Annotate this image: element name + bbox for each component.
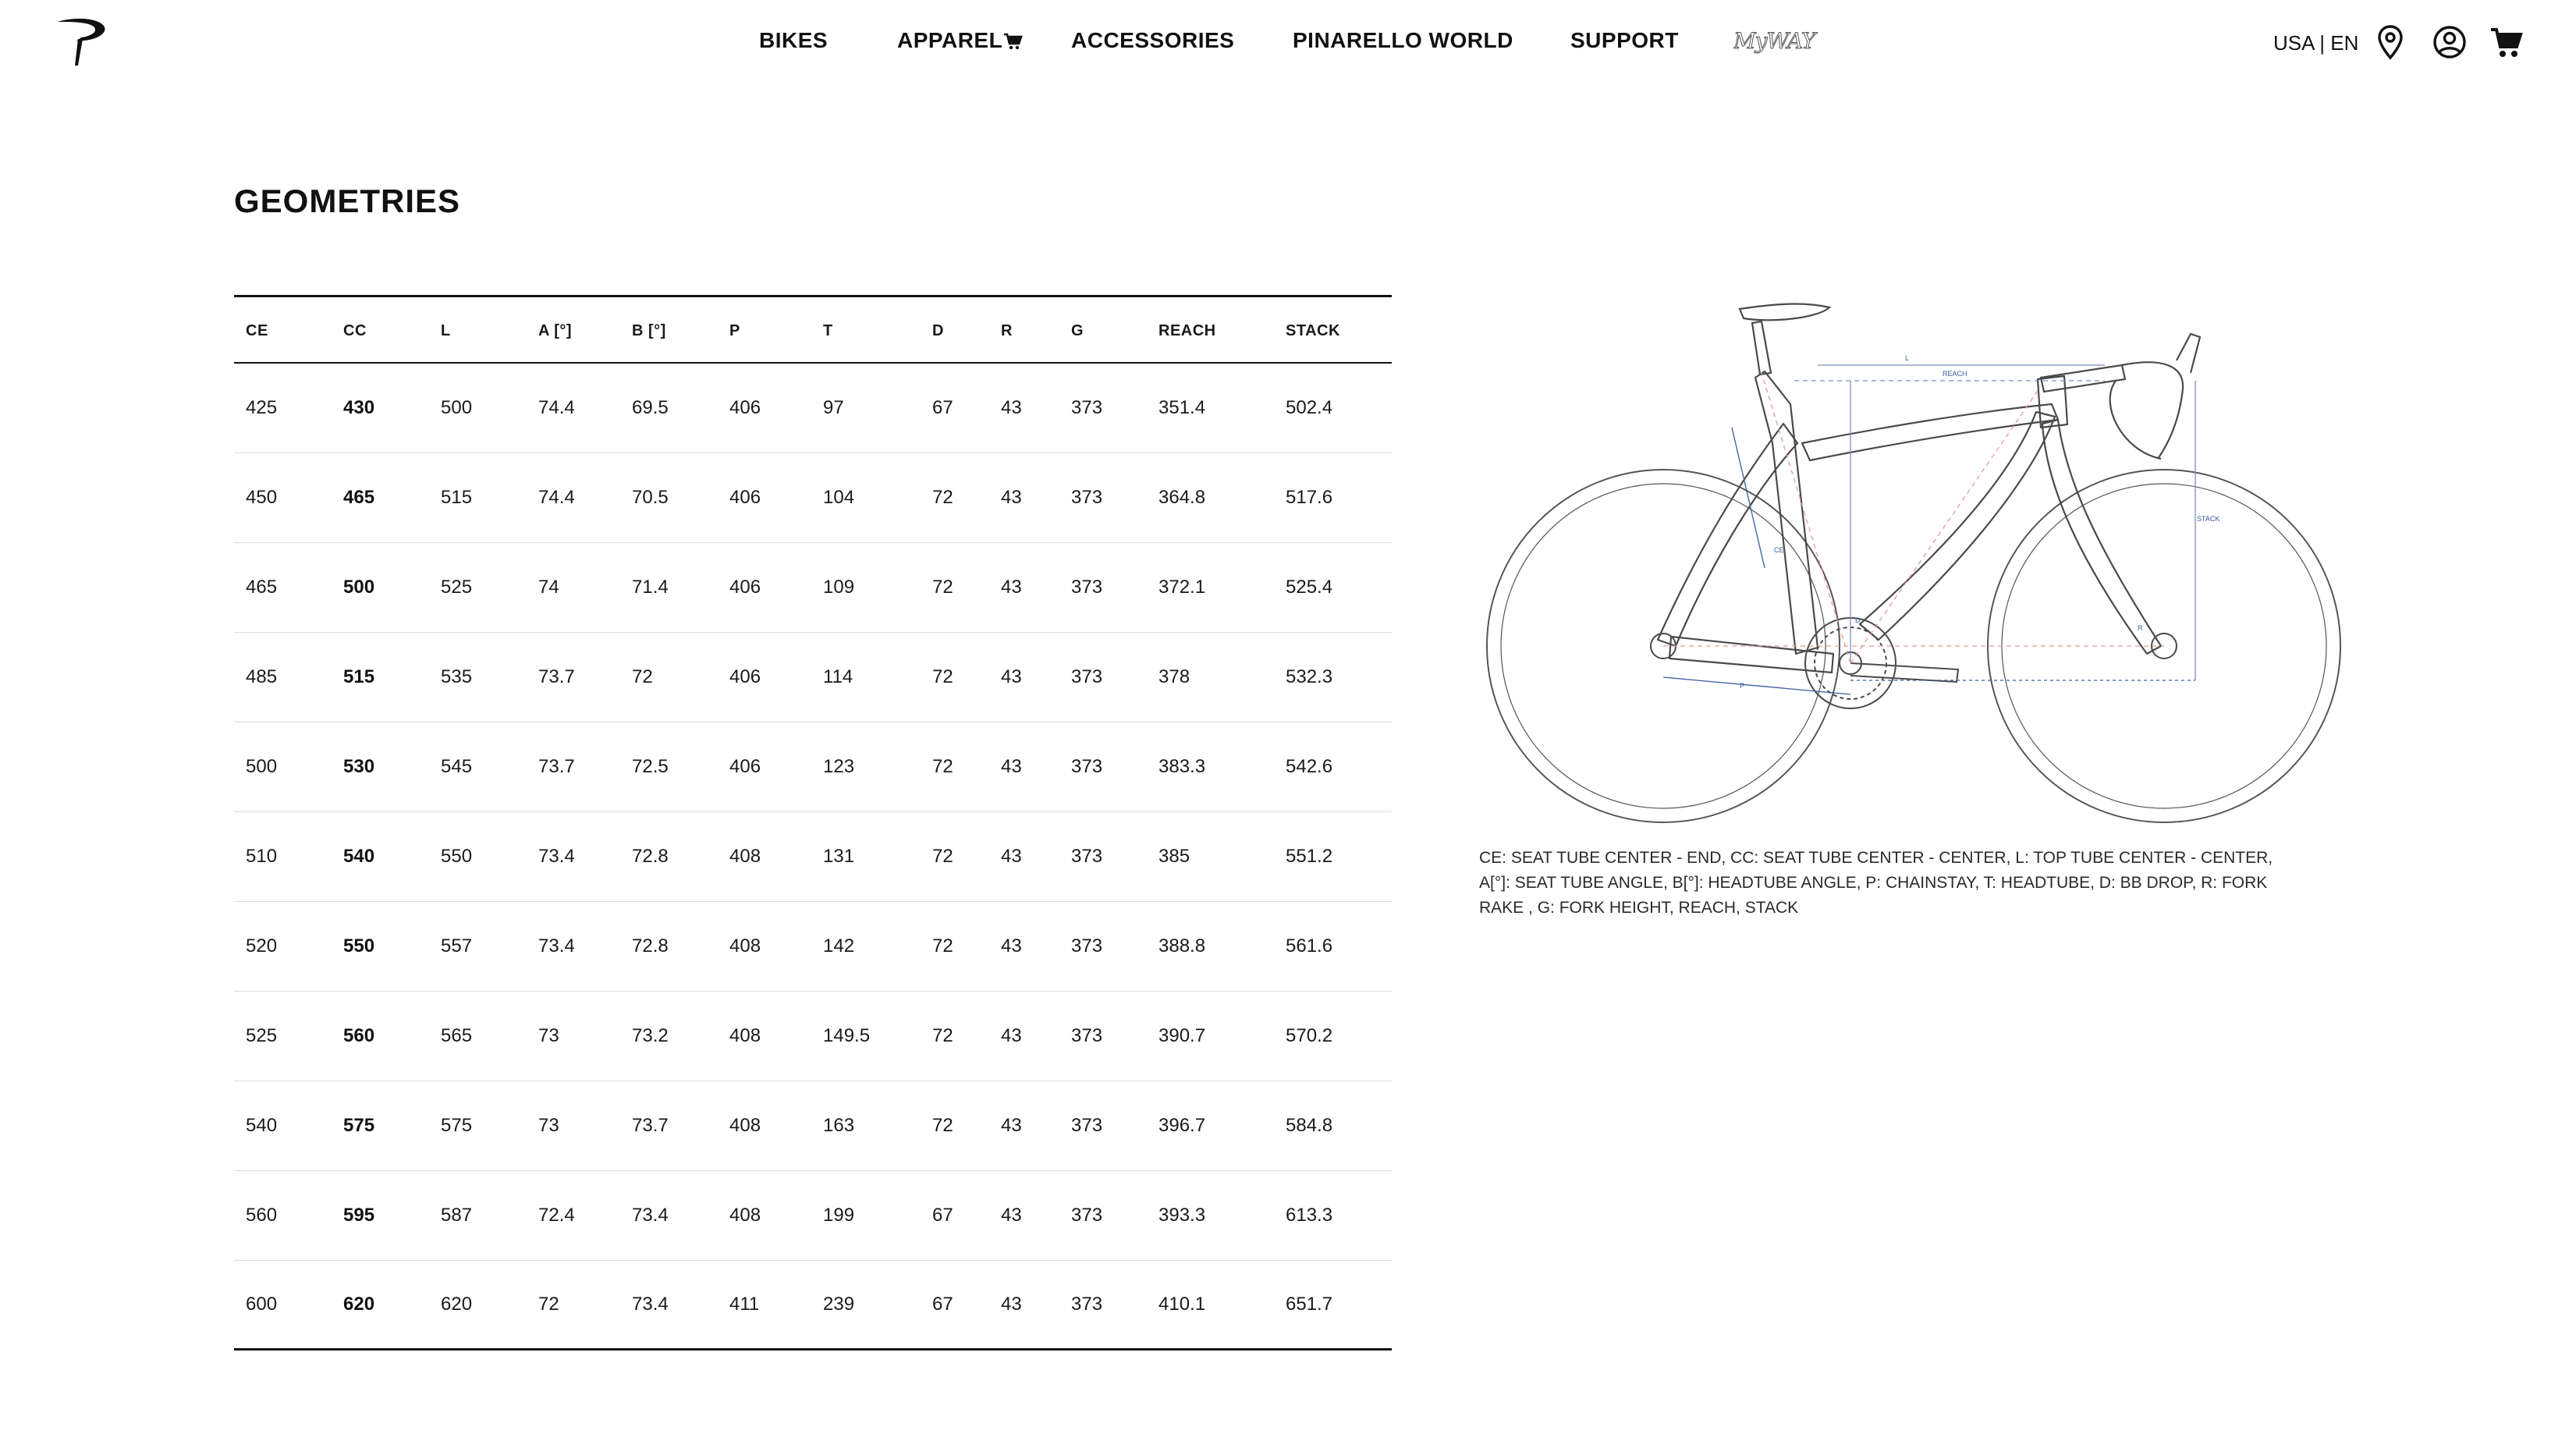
cell-reach: 372.1 <box>1158 577 1206 598</box>
label-chainstay: P <box>1740 682 1745 690</box>
cell-b: 73.2 <box>632 1025 669 1046</box>
cell-l: 620 <box>441 1294 473 1315</box>
col-header-cc: CC <box>343 322 367 339</box>
cell-p: 408 <box>729 1205 761 1226</box>
cell-p: 408 <box>729 1115 761 1136</box>
col-header-p: P <box>729 322 740 339</box>
cell-t: 123 <box>823 756 855 777</box>
cell-stack: 584.8 <box>1286 1115 1333 1136</box>
cell-ce: 510 <box>246 846 278 867</box>
cell-p: 406 <box>729 756 761 777</box>
cell-r: 43 <box>1001 577 1022 598</box>
cell-reach: 378 <box>1158 666 1190 687</box>
table-row <box>234 1081 1392 1171</box>
geometry-legend: CE: SEAT TUBE CENTER - END, CC: SEAT TUBE CENTER - CENTER, L: TOP TUBE CENTER - CENTER, A[°]: SEAT TUBE ANGLE, B[°]: HEADTUBE ANGLE, P: CHAINSTAY, T: HEADTUBE, D: BB DROP, R: FORK RAKE , G: FORK HEIGHT, REACH, STACK <box>1479 849 2273 917</box>
cell-g: 373 <box>1071 487 1103 508</box>
cell-a: 74.4 <box>538 397 575 418</box>
nav-pinarello-world[interactable]: PINARELLO WORLD <box>1293 28 1513 52</box>
cell-r: 43 <box>1001 1025 1022 1046</box>
table-row <box>234 992 1392 1081</box>
pinarello-logo-icon[interactable] <box>55 16 111 67</box>
cell-t: 142 <box>823 935 855 957</box>
cell-r: 43 <box>1001 756 1022 777</box>
cell-a: 74.4 <box>538 487 575 508</box>
cell-cc: 575 <box>343 1115 375 1136</box>
user-account-icon[interactable] <box>2431 23 2468 61</box>
cell-stack: 551.2 <box>1286 846 1333 867</box>
cell-g: 373 <box>1071 1115 1103 1136</box>
cell-d: 72 <box>932 1025 953 1046</box>
cell-l: 565 <box>441 1025 473 1046</box>
table-row <box>234 902 1392 992</box>
cell-reach: 388.8 <box>1158 935 1206 957</box>
table-row <box>234 364 1392 453</box>
shopping-cart-icon[interactable] <box>2489 23 2526 61</box>
cell-b: 70.5 <box>632 487 669 508</box>
col-header-b: B [°] <box>632 322 666 339</box>
cell-a: 73.4 <box>538 935 575 957</box>
cell-l: 587 <box>441 1205 473 1226</box>
label-fork-rake: R <box>2138 624 2143 632</box>
cell-reach: 410.1 <box>1158 1294 1206 1315</box>
cell-d: 72 <box>932 666 953 687</box>
page-title: GEOMETRIES <box>234 183 461 219</box>
cell-g: 373 <box>1071 1025 1103 1046</box>
label-reach: REACH <box>1943 370 1967 378</box>
cell-t: 163 <box>823 1115 855 1136</box>
col-header-a: A [°] <box>538 322 573 339</box>
cell-a: 74 <box>538 577 559 598</box>
cell-p: 406 <box>729 577 761 598</box>
cell-g: 373 <box>1071 935 1103 957</box>
label-top-tube: L <box>1905 354 1910 362</box>
cell-ce: 425 <box>246 397 278 418</box>
cell-r: 43 <box>1001 666 1022 687</box>
table-row <box>234 812 1392 902</box>
cell-g: 373 <box>1071 577 1103 598</box>
cell-r: 43 <box>1001 846 1022 867</box>
cell-a: 73.4 <box>538 846 575 867</box>
cell-reach: 383.3 <box>1158 756 1206 777</box>
cell-b: 72.8 <box>632 846 669 867</box>
cell-p: 406 <box>729 666 761 687</box>
cart-icon <box>1002 31 1023 51</box>
table-row <box>234 1171 1392 1261</box>
cell-b: 73.4 <box>632 1294 669 1315</box>
table-header-row <box>234 295 1392 364</box>
cell-cc: 515 <box>343 666 375 687</box>
cell-stack: 570.2 <box>1286 1025 1333 1046</box>
cell-d: 72 <box>932 577 953 598</box>
col-header-l: L <box>441 322 451 339</box>
table-body <box>234 364 1392 1351</box>
cell-d: 72 <box>932 756 953 777</box>
cell-p: 406 <box>729 397 761 418</box>
site-header <box>0 0 2576 86</box>
cell-stack: 561.6 <box>1286 935 1333 957</box>
cell-cc: 560 <box>343 1025 375 1046</box>
col-header-r: R <box>1001 322 1013 339</box>
cell-l: 535 <box>441 666 473 687</box>
cell-b: 72 <box>632 666 653 687</box>
cell-cc: 465 <box>343 487 375 508</box>
col-header-t: T <box>823 322 833 339</box>
geometry-table <box>234 295 1392 1351</box>
cell-reach: 351.4 <box>1158 397 1206 418</box>
cell-d: 67 <box>932 1294 953 1315</box>
cell-t: 109 <box>823 577 855 598</box>
cell-ce: 485 <box>246 666 278 687</box>
nav-support[interactable]: SUPPORT <box>1570 28 1679 52</box>
cell-g: 373 <box>1071 756 1103 777</box>
cell-l: 545 <box>441 756 473 777</box>
frame <box>1658 371 2161 673</box>
cell-t: 149.5 <box>823 1025 871 1046</box>
cell-r: 43 <box>1001 397 1022 418</box>
myway-logo-text: MyWAY <box>1733 28 1815 54</box>
cell-t: 239 <box>823 1294 855 1315</box>
cell-b: 69.5 <box>632 397 669 418</box>
cell-stack: 532.3 <box>1286 666 1333 687</box>
nav-apparel[interactable]: APPAREL <box>897 28 1003 52</box>
label-stack: STACK <box>2197 515 2220 523</box>
cell-l: 515 <box>441 487 473 508</box>
cell-r: 43 <box>1001 935 1022 957</box>
saddle <box>1740 304 1829 374</box>
cell-stack: 517.6 <box>1286 487 1333 508</box>
cell-d: 67 <box>932 397 953 418</box>
cell-r: 43 <box>1001 1115 1022 1136</box>
locale-switcher[interactable]: USA | EN <box>2273 31 2359 55</box>
cell-d: 72 <box>932 1115 953 1136</box>
cell-t: 131 <box>823 846 855 867</box>
cell-d: 72 <box>932 487 953 508</box>
cell-stack: 613.3 <box>1286 1205 1333 1226</box>
cell-l: 575 <box>441 1115 473 1136</box>
cell-stack: 502.4 <box>1286 397 1333 418</box>
cell-a: 72.4 <box>538 1205 575 1226</box>
cell-stack: 542.6 <box>1286 756 1333 777</box>
location-pin-icon[interactable] <box>2372 23 2409 61</box>
front-wheel <box>1988 470 2340 822</box>
cell-g: 373 <box>1071 846 1103 867</box>
nav-accessories[interactable]: ACCESSORIES <box>1071 28 1235 52</box>
cell-g: 373 <box>1071 397 1103 418</box>
cell-cc: 430 <box>343 397 375 418</box>
cell-ce: 450 <box>246 487 278 508</box>
col-header-reach: REACH <box>1158 322 1216 339</box>
cell-reach: 385 <box>1158 846 1190 867</box>
cell-t: 104 <box>823 487 855 508</box>
cell-p: 408 <box>729 935 761 957</box>
cell-ce: 540 <box>246 1115 278 1136</box>
myway-logo[interactable] <box>1733 23 1821 58</box>
cell-cc: 620 <box>343 1294 375 1315</box>
cell-cc: 500 <box>343 577 375 598</box>
cell-p: 408 <box>729 1025 761 1046</box>
table-row <box>234 543 1392 633</box>
table-row <box>234 722 1392 812</box>
cell-a: 73 <box>538 1115 559 1136</box>
cell-stack: 651.7 <box>1286 1294 1333 1315</box>
col-header-ce: CE <box>246 322 268 339</box>
cell-ce: 500 <box>246 756 278 777</box>
cell-t: 199 <box>823 1205 855 1226</box>
cell-a: 73.7 <box>538 756 575 777</box>
col-header-stack: STACK <box>1286 322 1340 339</box>
cell-p: 408 <box>729 846 761 867</box>
cell-a: 73 <box>538 1025 559 1046</box>
cell-cc: 530 <box>343 756 375 777</box>
col-header-g: G <box>1071 322 1084 339</box>
cell-b: 73.7 <box>632 1115 669 1136</box>
cell-b: 72.8 <box>632 935 669 957</box>
cell-g: 373 <box>1071 1205 1103 1226</box>
label-bb-drop: D <box>1855 616 1861 624</box>
table-row <box>234 633 1392 722</box>
cell-d: 72 <box>932 935 953 957</box>
cell-ce: 525 <box>246 1025 278 1046</box>
cell-reach: 396.7 <box>1158 1115 1206 1136</box>
cell-d: 67 <box>932 1205 953 1226</box>
cell-ce: 520 <box>246 935 278 957</box>
cell-b: 72.5 <box>632 756 669 777</box>
label-seat-tube: CE <box>1774 546 1784 554</box>
cell-stack: 525.4 <box>1286 577 1333 598</box>
cell-b: 73.4 <box>632 1205 669 1226</box>
table-row <box>234 453 1392 543</box>
cell-l: 525 <box>441 577 473 598</box>
cell-p: 406 <box>729 487 761 508</box>
cell-ce: 600 <box>246 1294 278 1315</box>
cell-r: 43 <box>1001 487 1022 508</box>
col-header-d: D <box>932 322 944 339</box>
cell-reach: 390.7 <box>1158 1025 1206 1046</box>
cell-p: 411 <box>729 1294 760 1315</box>
cell-ce: 560 <box>246 1205 278 1226</box>
cell-ce: 465 <box>246 577 278 598</box>
nav-bikes[interactable]: BIKES <box>759 28 829 52</box>
cell-reach: 393.3 <box>1158 1205 1206 1226</box>
cell-g: 373 <box>1071 1294 1103 1315</box>
cell-a: 72 <box>538 1294 559 1315</box>
cell-d: 72 <box>932 846 953 867</box>
crankset <box>1805 618 1958 708</box>
cell-cc: 540 <box>343 846 375 867</box>
cell-cc: 550 <box>343 935 375 957</box>
table-row <box>234 1261 1392 1351</box>
cell-l: 500 <box>441 397 473 418</box>
cell-b: 71.4 <box>632 577 669 598</box>
bike-geometry-diagram <box>1474 287 2348 825</box>
cell-l: 557 <box>441 935 473 957</box>
cell-t: 114 <box>823 666 853 687</box>
cell-r: 43 <box>1001 1205 1022 1226</box>
cell-reach: 364.8 <box>1158 487 1206 508</box>
cell-l: 550 <box>441 846 473 867</box>
cell-a: 73.7 <box>538 666 575 687</box>
cell-cc: 595 <box>343 1205 375 1226</box>
cell-r: 43 <box>1001 1294 1022 1315</box>
cell-g: 373 <box>1071 666 1103 687</box>
cell-t: 97 <box>823 397 844 418</box>
